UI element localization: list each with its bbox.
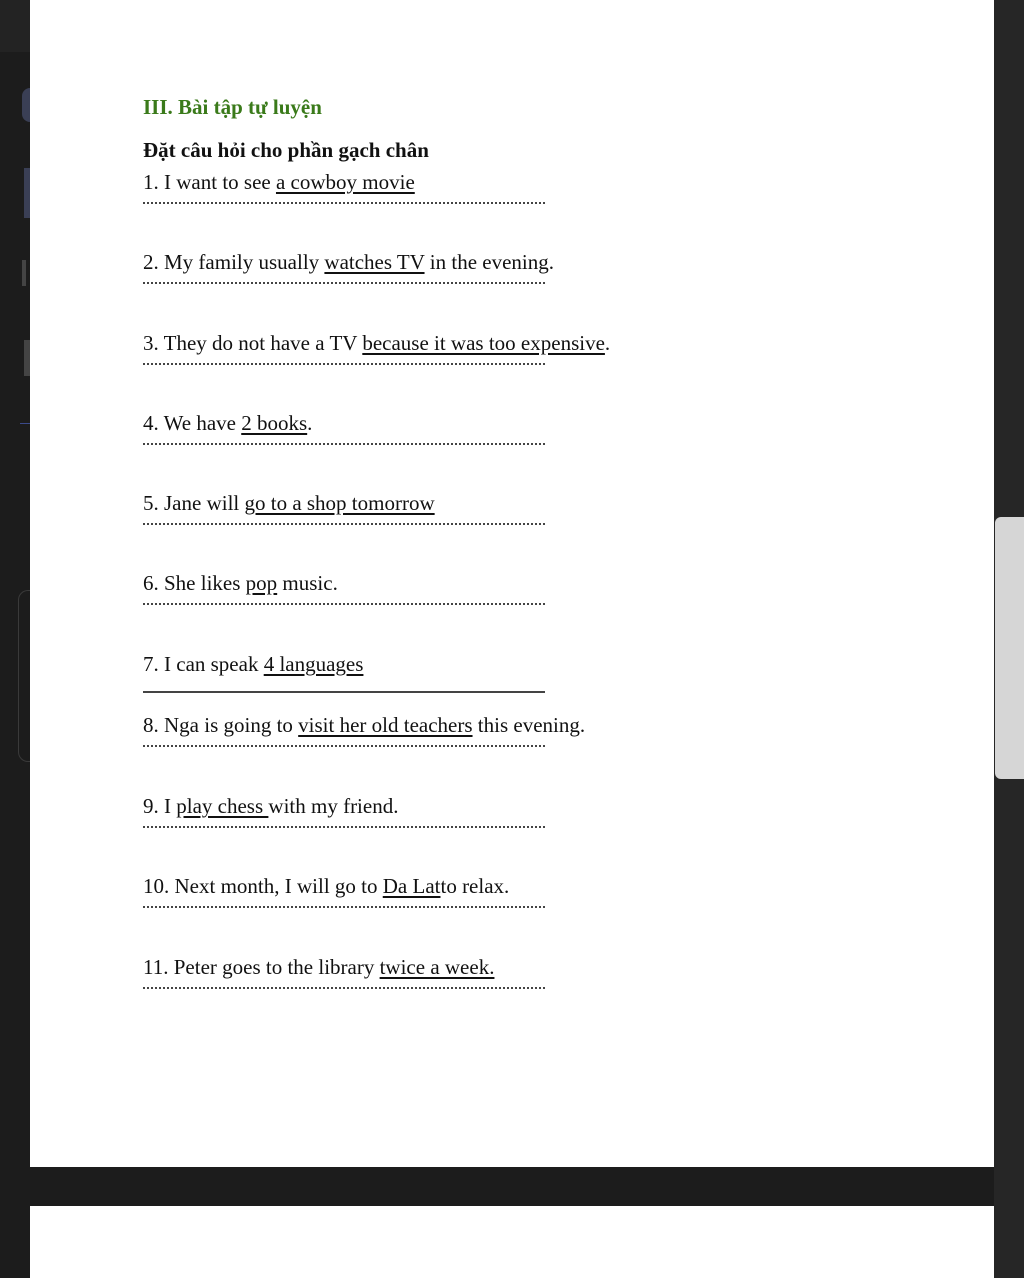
question-item [143, 712, 943, 747]
underlined-phrase: visit her old teachers [298, 713, 473, 737]
question-text: 2. My family usually watches TV in the evening. [143, 250, 554, 274]
background-element [22, 260, 26, 286]
answer-blank[interactable] [143, 906, 545, 908]
answer-blank[interactable] [143, 363, 545, 365]
question-text: 4. We have 2 books. [143, 411, 313, 435]
document-page [30, 0, 994, 1167]
answer-blank[interactable] [143, 691, 545, 693]
question-text: 3. They do not have a TV because it was too expensive. [143, 331, 611, 355]
question-text: 1. I want to see a cowboy movie [143, 170, 415, 194]
underlined-phrase: watches TV [324, 250, 425, 274]
underlined-phrase: 4 languages [263, 652, 364, 676]
instruction-text: Đặt câu hỏi cho phần gạch chân [143, 138, 429, 162]
underlined-phrase: Da Lat [382, 874, 441, 898]
answer-blank[interactable] [143, 987, 545, 989]
question-text: 7. I can speak 4 languages [143, 652, 364, 676]
underlined-phrase: a cowboy movie [275, 170, 415, 194]
underlined-phrase: pop [245, 571, 278, 595]
question-text: 6. She likes pop music. [143, 571, 338, 595]
section-heading: III. Bài tập tự luyện [143, 95, 322, 119]
question-item [143, 330, 943, 365]
underlined-phrase: twice a week. [379, 955, 495, 979]
question-item [143, 793, 943, 828]
question-text: 9. I play chess with my friend. [143, 794, 399, 818]
answer-blank[interactable] [143, 603, 545, 605]
background-divider [20, 423, 30, 424]
question-item [143, 490, 943, 525]
answer-blank[interactable] [143, 282, 545, 284]
underlined-phrase: 2 books [241, 411, 308, 435]
question-text: 10. Next month, I will go to Da Latto relax. [143, 874, 510, 898]
question-item [143, 954, 943, 989]
question-text: 11. Peter goes to the library twice a week. [143, 955, 495, 979]
question-item [143, 249, 943, 284]
underlined-phrase: go to a shop tomorrow [244, 491, 435, 515]
underlined-phrase: because it was too expensive [362, 331, 605, 355]
answer-blank[interactable] [143, 443, 545, 445]
underlined-phrase: play chess [176, 794, 269, 818]
question-text: 8. Nga is going to visit her old teachers this evening. [143, 713, 586, 737]
answer-blank[interactable] [143, 826, 545, 828]
question-text: 5. Jane will go to a shop tomorrow [143, 491, 435, 515]
answer-blank[interactable] [143, 523, 545, 525]
question-item [143, 570, 943, 605]
scrollbar-thumb[interactable] [995, 517, 1024, 779]
background-element [22, 88, 30, 122]
next-document-page [30, 1206, 994, 1278]
question-item [143, 651, 943, 693]
answer-blank[interactable] [143, 745, 545, 747]
question-item [143, 410, 943, 445]
question-item [143, 873, 943, 908]
answer-blank[interactable] [143, 202, 545, 204]
question-item [143, 169, 943, 204]
